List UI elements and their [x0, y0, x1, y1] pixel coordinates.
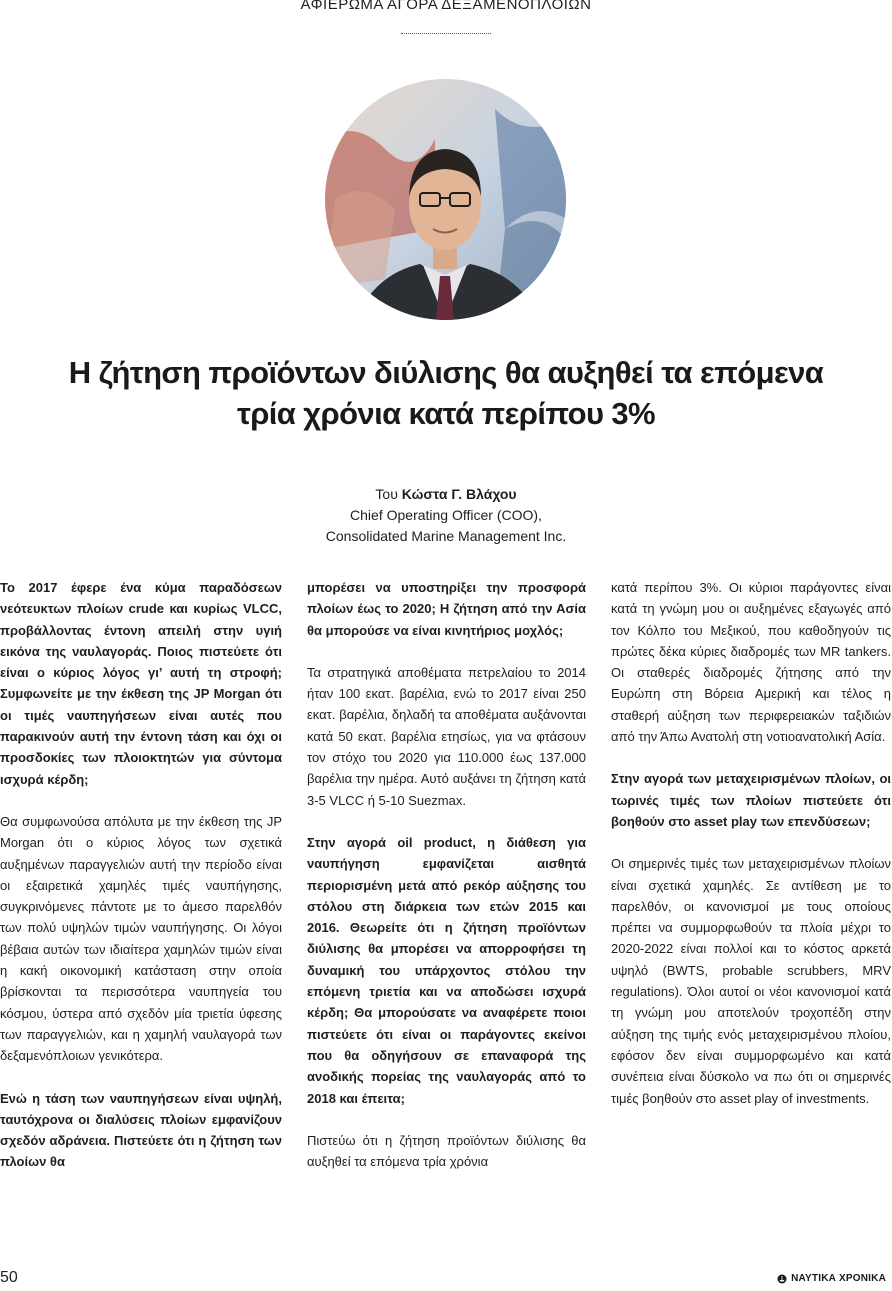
answer-paragraph: Θα συμφωνούσα απόλυτα με την έκθεση της JP Morgan ότι ο κύριος λόγος των σχετικά αυξημένων παραγγελιών αυτή την περίοδο είναι οι εξαιρετικά χαμηλές τιμές ναυπήγησης, συγκρινόμενες πάντοτε με το άμεσο παρελθόν των πολύ υψηλών τιμών ναυπήγησης. Οι λόγοι βέβαια αυτών των ιδιαίτερα χαμηλών τιμών είναι η κακή οικονομική κατάσταση στην οποία βρίσκονται τα περισσότερα ναυπηγεία του κόσμου, ύστερα από σχεδόν μία τριετία ύφεσης των παραγγελιών, και η χαμηλή ναυλαγορά των δεξαμενόπλοιων γενικότερα.	[0, 813, 282, 1064]
question-paragraph: μπορέσει να υποστηρίξει την προσφορά πλοίων έως το 2020; Η ζήτηση από την Ασία θα μπορούσε να είναι κινητήριος μοχλός;	[307, 580, 586, 638]
headline-line-1: Η ζήτηση προϊόντων διύλισης θα αυξηθεί τα επόμενα	[68, 355, 824, 390]
publication-brand	[777, 1273, 886, 1284]
answer-paragraph: Οι σημερινές τιμές των μεταχειρισμένων πλοίων είναι σχετικά χαμηλές. Σε αντίθεση με το παρελθόν, οι κανονισμοί με τους οποίους πρέπει να συμμορφωθούν τα πλοία μέχρι το 2020-2022 είναι πολλοί και το κόστος αρκετά υψηλό (BWTS, probable scrubbers, MRV regulations). Όλοι αυτοί οι νέοι κανονισμοί κατά τη γνώμη μου αποτελούν τροχοπέδη στην αύξηση της τιμής ενός μεταχειρισμένου πλοίου, εφόσον δεν είναι συμμορφωμένο και κατά συνέπεια είναι δύσκολο να πω ότι οι σημερινές τιμές βοηθούν στο asset play of investments.	[611, 856, 891, 1106]
author-company: Consolidated Marine Management Inc.	[325, 528, 567, 544]
author-line	[300, 484, 592, 505]
byline-prefix: Του	[375, 486, 398, 502]
article-headline	[20, 352, 872, 434]
header-divider	[401, 33, 491, 34]
page-number: 50	[0, 1269, 18, 1286]
answer-paragraph: Τα στρατηγικά αποθέματα πετρελαίου το 2014 ήταν 100 εκατ. βαρέλια, ενώ το 2017 είναι 250 εκατ. βαρέλια, δηλαδή τα αποθέματα αυξάνονται κατά 50 εκατ. βαρέλια ετησίως, για να φτάσουν τον στόχο του 2020 για 110.000 έως 137.000 βαρέλια την ημέρα. Αυτό αυξάνει τη ζήτηση κατά 3-5 VLCC ή 5-10 Suezmax.	[307, 664, 586, 808]
author-portrait	[325, 79, 566, 320]
section-header: ΑΦΙΕΡΩΜΑ ΑΓΟΡΑ ΔΕΞΑΜΕΝΟΠΛΟΙΩΝ	[300, 0, 592, 13]
article-column-3	[611, 577, 891, 1130]
article-column-1	[0, 577, 282, 1194]
brand-logo-icon	[777, 1274, 787, 1284]
question-paragraph: Στην αγορά των μεταχειρισμένων πλοίων, οι τωρινές τιμές των πλοίων πιστεύετε ότι βοηθούν στο asset play των επενδύσεων;	[611, 771, 891, 829]
author-name: Κώστα Γ. Βλάχου	[401, 486, 517, 502]
brand-name: ΝΑΥΤΙΚΑ ΧΡΟΝΙΚΑ	[791, 1273, 886, 1284]
answer-paragraph: Πιστεύω ότι η ζήτηση προϊόντων διύλισης θα αυξηθεί τα επόμενα τρία χρόνια	[307, 1132, 586, 1170]
question-paragraph: Στην αγορά oil product, η διάθεση για ναυπήγηση εμφανίζεται αισθητά περιορισμένη μετά από ρεκόρ αύξησης του στόλου στη διάρκεια των ετών 2015 και 2016. Θεωρείτε ότι η ζήτηση προϊόντων διύλισης θα μπορέσει να απορροφήσει τη δυναμική του υπάρχοντος στόλου την επόμενη τριετία και να αποδώσει ισχυρά κέρδη; Θα μπορούσατε να αναφέρετε ποιοι πιστεύετε ότι είναι οι παράγοντες εκείνοι που θα οδηγήσουν σε επαναφορά της ανοδικής πορείας της ναυλαγοράς από το 2018 και έπειτα;	[307, 834, 586, 1106]
author-title: Chief Operating Officer (COO),	[350, 507, 542, 523]
headline-line-2: τρία χρόνια κατά περίπου 3%	[236, 396, 656, 431]
answer-paragraph: κατά περίπου 3%. Οι κύριοι παράγοντες είναι κατά τη γνώμη μου οι αυξημένες εξαγωγές από τον Κόλπο του Μεξικού, που καθοδηγούν τις πρώτες δέκα κύριες διαδρομές των MR tankers. Οι σταθερές διαδρομές ζήτησης από την Ευρώπη στη Βόρεια Αμερική και τέλος η σταθερή αύξηση των περιφερειακών ταξιδιών από την Άπω Ανατολή στη νοτιοανατολική Ασία.	[611, 580, 891, 745]
byline	[300, 484, 592, 547]
question-paragraph: Το 2017 έφερε ένα κύμα παραδόσεων νεότευκτων πλοίων crude και κυρίως VLCC, προβάλλοντας έντονη απειλή στην υγιή εικόνα της ναυλαγοράς. Ποιος πιστεύετε ότι είναι ο κύριος λόγος γι’ αυτή τη στροφή; Συμφωνείτε με την έκθεση της JP Morgan ότι οι τιμές ναυπηγήσεων είναι αυτές που παρακινούν αυτή την έντονη τάση και όχι οι προσδοκίες των πλοιοκτητών για σύντομα ισχυρά κέρδη;	[0, 580, 282, 787]
question-paragraph: Ενώ η τάση των ναυπηγήσεων είναι υψηλή, ταυτόχρονα οι διαλύσεις πλοίων εμφανίζουν σχεδόν αδράνεια. Πιστεύετε ότι η ζήτηση των πλοίων θα	[0, 1090, 282, 1170]
article-column-2	[307, 577, 586, 1193]
